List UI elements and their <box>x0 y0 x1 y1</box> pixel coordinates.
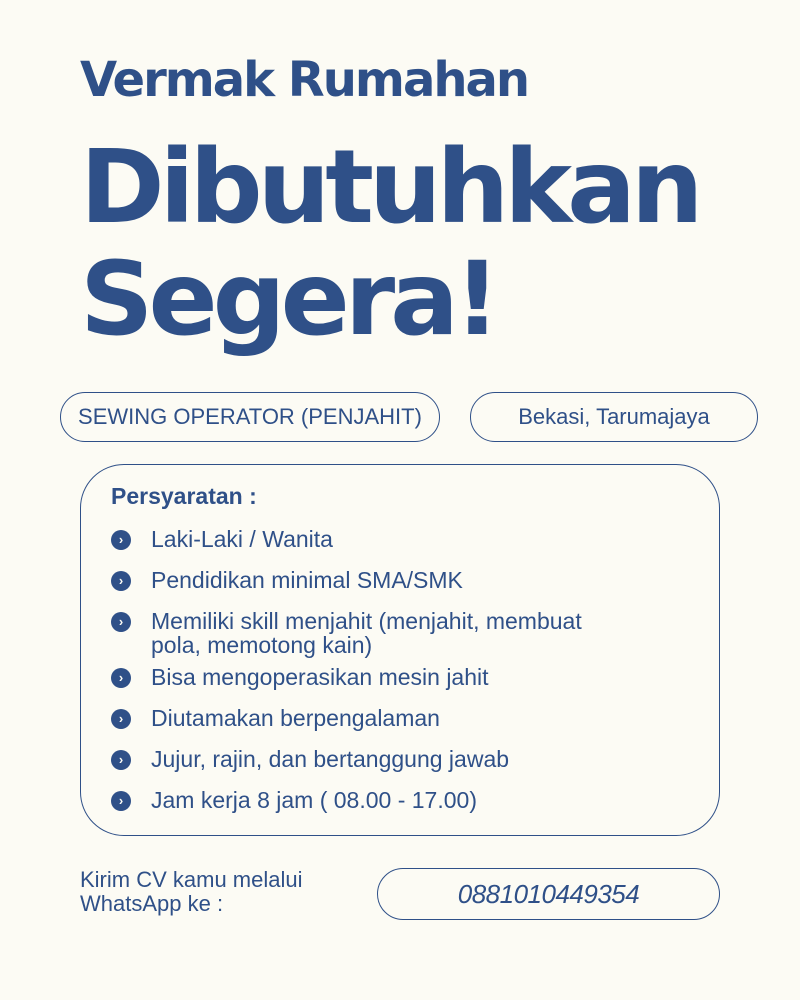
chevron-right-circle-icon: › <box>111 571 131 591</box>
position-label: SEWING OPERATOR (PENJAHIT) <box>78 404 422 429</box>
headline-line-1: Dibutuhkan <box>80 128 699 247</box>
list-item <box>111 527 631 551</box>
chevron-right-circle-icon: › <box>111 791 131 811</box>
list-item <box>111 747 631 771</box>
list-item <box>111 665 631 689</box>
list-item <box>111 706 631 730</box>
requirement-text: Jam kerja 8 jam ( 08.00 - 17.00) <box>151 787 477 813</box>
requirement-text: Laki-Laki / Wanita <box>151 526 333 552</box>
company-name: Vermak Rumahan <box>80 52 529 108</box>
chevron-right-circle-icon: › <box>111 709 131 729</box>
list-item <box>111 568 631 592</box>
contact-label: Kirim CV kamu melalui WhatsApp ke : <box>80 867 303 916</box>
requirement-text: Pendidikan minimal SMA/SMK <box>151 567 463 593</box>
position-pill <box>60 392 440 442</box>
requirements-box <box>80 464 720 836</box>
list-item <box>111 609 631 657</box>
chevron-right-circle-icon: › <box>111 612 131 632</box>
location-label: Bekasi, Tarumajaya <box>518 404 710 429</box>
headline <box>80 128 699 359</box>
chevron-right-circle-icon: › <box>111 530 131 550</box>
requirement-text: Diutamakan berpengalaman <box>151 705 440 731</box>
list-item <box>111 788 631 812</box>
requirement-text: Bisa mengoperasikan mesin jahit <box>151 664 489 690</box>
requirements-title: Persyaratan : <box>111 483 257 509</box>
requirement-text: Jujur, rajin, dan bertanggung jawab <box>151 746 510 772</box>
chevron-right-circle-icon: › <box>111 750 131 770</box>
phone-number[interactable]: 0881010449354 <box>457 878 640 909</box>
chevron-right-circle-icon: › <box>111 668 131 688</box>
location-pill <box>470 392 758 442</box>
headline-line-2: Segera! <box>80 240 496 359</box>
requirement-text: Memiliki skill menjahit (menjahit, membuat pola, memotong kain) <box>151 608 582 658</box>
phone-pill[interactable] <box>377 868 720 920</box>
